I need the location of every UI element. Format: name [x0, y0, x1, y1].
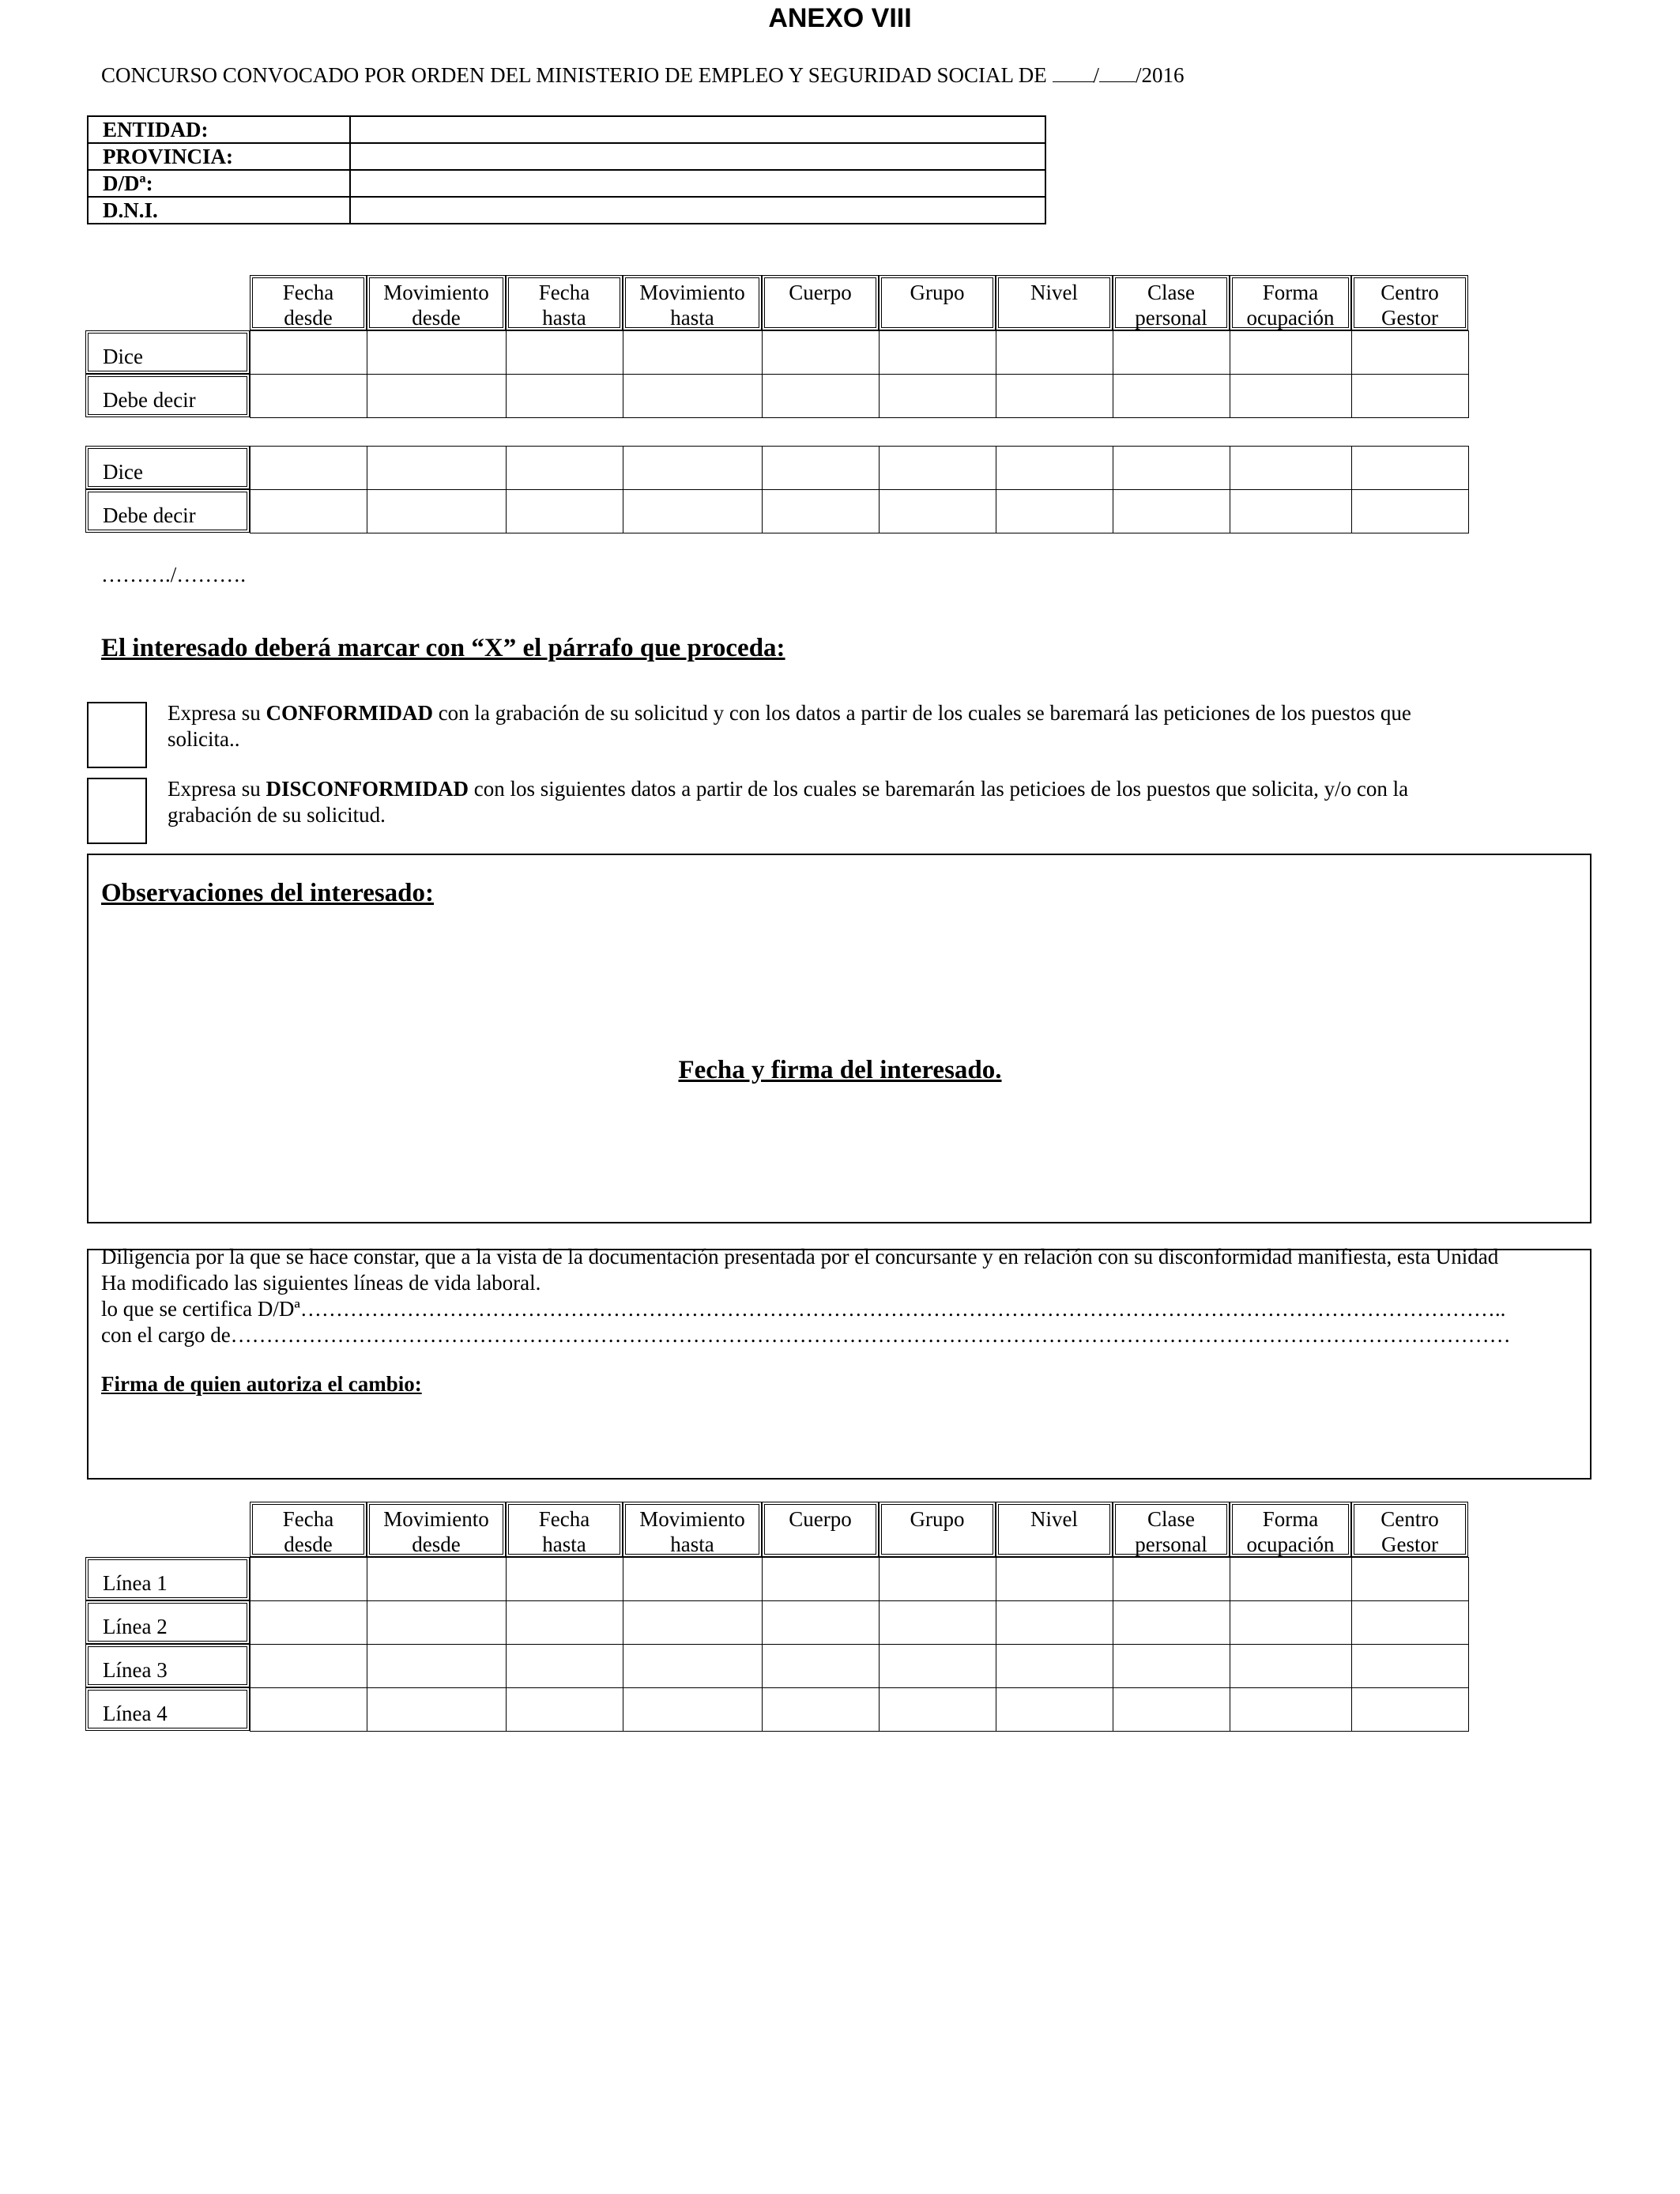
table-cell[interactable] [1230, 1557, 1352, 1601]
table-cell[interactable] [1230, 374, 1352, 418]
column-header: Cuerpo [762, 275, 879, 330]
table-cell[interactable] [996, 1600, 1113, 1645]
conformidad-checkbox[interactable] [87, 702, 147, 768]
column-header-line: Fecha [282, 281, 334, 304]
cargo-line: con el cargo de……………………………………………………………………………………………………………………………………………………………… [101, 1323, 1511, 1347]
column-header [1230, 1502, 1351, 1557]
table-cell[interactable] [762, 1644, 880, 1688]
column-header [506, 1502, 623, 1557]
table-cell[interactable] [506, 374, 623, 418]
table-cell[interactable] [762, 330, 880, 375]
date-separator: / [1093, 63, 1100, 87]
correction-row-label-text: Dice [103, 345, 143, 368]
column-header-line: Clase [1147, 1507, 1195, 1531]
entidad-label: ENTIDAD: [88, 116, 350, 143]
table-cell[interactable] [250, 1687, 367, 1732]
provincia-field[interactable] [350, 143, 1045, 170]
disconformidad-checkbox[interactable] [87, 778, 147, 844]
column-header: Cuerpo [762, 1502, 879, 1557]
line-row-label [85, 1557, 250, 1600]
column-header-line: hasta [670, 1532, 714, 1556]
convocatoria-line [101, 63, 1185, 88]
column-header-line: Fecha [538, 1507, 590, 1531]
table-cell[interactable] [250, 374, 367, 418]
column-header [623, 1502, 762, 1557]
column-header [367, 275, 506, 330]
table-cell[interactable] [623, 1600, 763, 1645]
line-row-label-text: Línea 2 [103, 1615, 168, 1638]
line-row-label [85, 1644, 250, 1687]
table-cell[interactable] [996, 374, 1113, 418]
table-cell[interactable] [879, 1644, 996, 1688]
table-cell[interactable] [367, 1687, 507, 1732]
column-header-line: Fecha [538, 281, 590, 304]
identity-table [87, 115, 1046, 224]
option2-pre: Expresa su [168, 777, 266, 801]
provincia-label: PROVINCIA: [88, 143, 350, 170]
table-cell[interactable] [506, 489, 623, 533]
correction-row-label [85, 489, 250, 533]
identity-row [88, 197, 1045, 224]
table-cell[interactable] [367, 374, 507, 418]
column-header-line: Forma [1262, 281, 1319, 304]
table-cell[interactable] [1230, 1644, 1352, 1688]
column-header [1230, 275, 1351, 330]
column-header [250, 1502, 367, 1557]
table-cell[interactable] [623, 330, 763, 375]
line-row-label-text: Línea 3 [103, 1658, 168, 1682]
table-cell[interactable] [250, 489, 367, 533]
year-text: /2016 [1136, 63, 1185, 87]
column-header-line: hasta [670, 306, 714, 330]
correction-row-label-text: Debe decir [103, 388, 196, 412]
table-cell[interactable] [762, 1687, 880, 1732]
table-cell[interactable] [1351, 1644, 1469, 1688]
column-header [1113, 1502, 1230, 1557]
column-header [1351, 1502, 1468, 1557]
table-cell[interactable] [762, 446, 880, 490]
line-row-label-text: Línea 1 [103, 1571, 168, 1595]
column-header-line: personal [1135, 306, 1207, 330]
table-cell[interactable] [1230, 1600, 1352, 1645]
table-cell[interactable] [250, 1557, 367, 1601]
table-cell[interactable] [623, 374, 763, 418]
column-header-line: ocupación [1246, 1532, 1335, 1556]
column-header [1351, 275, 1468, 330]
column-header [367, 1502, 506, 1557]
table-cell[interactable] [879, 1687, 996, 1732]
table-cell[interactable] [250, 446, 367, 490]
table-cell[interactable] [996, 1557, 1113, 1601]
disconformidad-text [168, 776, 1479, 828]
correction-row-label-text: Debe decir [103, 503, 196, 527]
table-cell[interactable] [1351, 330, 1469, 375]
column-header-line: Movimiento [639, 281, 745, 304]
table-cell[interactable] [1113, 489, 1230, 533]
certifica-line: lo que se certifica D/Dª…………………………………………………………………………………………………………………………………………………….. [101, 1297, 1506, 1321]
column-header-line: Movimiento [383, 1507, 489, 1531]
table-cell[interactable] [1230, 446, 1352, 490]
column-header [623, 275, 762, 330]
column-header-line: desde [284, 1532, 333, 1556]
column-header-line: personal [1135, 1532, 1207, 1556]
table-cell[interactable] [250, 330, 367, 375]
table-cell[interactable] [1113, 374, 1230, 418]
day-blank[interactable] [1053, 63, 1094, 82]
option1-pre: Expresa su [168, 701, 266, 725]
table-cell[interactable] [762, 1557, 880, 1601]
column-header-line: desde [412, 1532, 461, 1556]
table-cell[interactable] [367, 489, 507, 533]
table-cell[interactable] [1351, 489, 1469, 533]
table-cell[interactable] [623, 1644, 763, 1688]
table-cell[interactable] [367, 1644, 507, 1688]
instruction-heading: El interesado deberá marcar con “X” el párrafo que proceda: [101, 634, 785, 662]
table-cell[interactable] [506, 1557, 623, 1601]
convocatoria-text: CONCURSO CONVOCADO POR ORDEN DEL MINISTERIO DE EMPLEO Y SEGURIDAD SOCIAL DE [101, 63, 1053, 87]
correction-row-label-text: Dice [103, 460, 143, 484]
table-cell[interactable] [506, 1600, 623, 1645]
table-cell[interactable] [996, 1644, 1113, 1688]
dd-label: D/Dª: [88, 170, 350, 197]
column-header-line: Fecha [282, 1507, 334, 1531]
table-cell[interactable] [367, 1600, 507, 1645]
table-cell[interactable] [1113, 330, 1230, 375]
table-cell[interactable] [879, 489, 996, 533]
column-header-line: desde [284, 306, 333, 330]
option1-post: con la grabación de su solicitud y con los datos a partir de los cuales se baremará las peticiones de los puestos que solicita.. [168, 701, 1411, 751]
document-title: ANEXO VIII [768, 3, 912, 33]
table-cell[interactable] [250, 1644, 367, 1688]
table-cell[interactable] [1113, 446, 1230, 490]
table-cell[interactable] [1113, 1557, 1230, 1601]
correction-row-label [85, 446, 250, 489]
conformidad-text [168, 700, 1479, 752]
observaciones-title: Observaciones del interesado: [101, 879, 435, 907]
column-header-line: Movimiento [383, 281, 489, 304]
column-header [250, 275, 367, 330]
column-header: Nivel [996, 1502, 1113, 1557]
table-cell[interactable] [762, 489, 880, 533]
identity-row [88, 116, 1045, 143]
table-cell[interactable] [1351, 446, 1469, 490]
table-cell[interactable] [623, 489, 763, 533]
dni-field[interactable] [350, 197, 1045, 224]
table-cell[interactable] [762, 1600, 880, 1645]
table-cell[interactable] [879, 1600, 996, 1645]
firma-autoriza-label: Firma de quien autoriza el cambio: [101, 1372, 422, 1396]
line-row-label-text: Línea 4 [103, 1702, 168, 1725]
line-row-label [85, 1687, 250, 1731]
table-cell[interactable] [1351, 1557, 1469, 1601]
option2-post: con los siguientes datos a partir de los cuales se baremarán las peticioes de los puestos que solicita, y/o con la grabación de su solicitud. [168, 777, 1409, 827]
table-cell[interactable] [1351, 374, 1469, 418]
column-header-line: desde [412, 306, 461, 330]
column-header-line: Centro [1381, 281, 1439, 304]
correction-row-label [85, 330, 250, 374]
column-header [1113, 275, 1230, 330]
column-header [506, 275, 623, 330]
table-cell[interactable] [1113, 1600, 1230, 1645]
column-header: Grupo [879, 1502, 996, 1557]
column-header: Nivel [996, 275, 1113, 330]
table-cell[interactable] [996, 330, 1113, 375]
table-cell[interactable] [879, 330, 996, 375]
diligencia-line: Ha modificado las siguientes líneas de vida laboral. [101, 1271, 541, 1295]
table-cell[interactable] [623, 1557, 763, 1601]
diligencia-line: Diligencia por la que se hace constar, que a la vista de la documentación presentada por el concursante y en relación con su disconformidad manifiesta, esta Unidad [101, 1245, 1499, 1269]
column-header: Grupo [879, 275, 996, 330]
table-cell[interactable] [367, 330, 507, 375]
table-cell[interactable] [623, 446, 763, 490]
fecha-firma-title: Fecha y firma del interesado. [678, 1056, 1002, 1084]
table-cell[interactable] [1113, 1687, 1230, 1732]
line-row-label [85, 1600, 250, 1644]
table-cell[interactable] [1230, 489, 1352, 533]
option2-bold: DISCONFORMIDAD [266, 777, 469, 801]
dni-label: D.N.I. [88, 197, 350, 224]
table-cell[interactable] [1230, 1687, 1352, 1732]
table-cell[interactable] [1351, 1600, 1469, 1645]
column-header-line: ocupación [1246, 306, 1335, 330]
table-cell[interactable] [879, 446, 996, 490]
table-cell[interactable] [506, 1644, 623, 1688]
diligencia-text [101, 1244, 1587, 1348]
column-header-line: hasta [542, 1532, 586, 1556]
observaciones-box[interactable] [87, 854, 1591, 1223]
column-header-line: Clase [1147, 281, 1195, 304]
identity-row [88, 143, 1045, 170]
table-cell[interactable] [879, 1557, 996, 1601]
date-dots: ………./………. [101, 563, 247, 586]
table-cell[interactable] [367, 1557, 507, 1601]
column-header-line: Forma [1262, 1507, 1319, 1531]
table-cell[interactable] [1351, 1687, 1469, 1732]
entidad-field[interactable] [350, 116, 1045, 143]
column-header-line: hasta [542, 306, 586, 330]
table-cell[interactable] [367, 446, 507, 490]
table-cell[interactable] [762, 374, 880, 418]
table-cell[interactable] [1113, 1644, 1230, 1688]
dd-field[interactable] [350, 170, 1045, 197]
correction-row-label [85, 374, 250, 417]
table-cell[interactable] [996, 1687, 1113, 1732]
table-cell[interactable] [506, 330, 623, 375]
column-header-line: Gestor [1381, 306, 1438, 330]
column-header-line: Centro [1381, 1507, 1439, 1531]
table-cell[interactable] [250, 1600, 367, 1645]
table-cell[interactable] [879, 374, 996, 418]
option1-bold: CONFORMIDAD [266, 701, 433, 725]
table-cell[interactable] [996, 446, 1113, 490]
table-cell[interactable] [996, 489, 1113, 533]
table-cell[interactable] [1230, 330, 1352, 375]
column-header-line: Movimiento [639, 1507, 745, 1531]
month-blank[interactable] [1099, 63, 1136, 82]
column-header-line: Gestor [1381, 1532, 1438, 1556]
table-cell[interactable] [506, 1687, 623, 1732]
table-cell[interactable] [506, 446, 623, 490]
identity-row [88, 170, 1045, 197]
table-cell[interactable] [623, 1687, 763, 1732]
